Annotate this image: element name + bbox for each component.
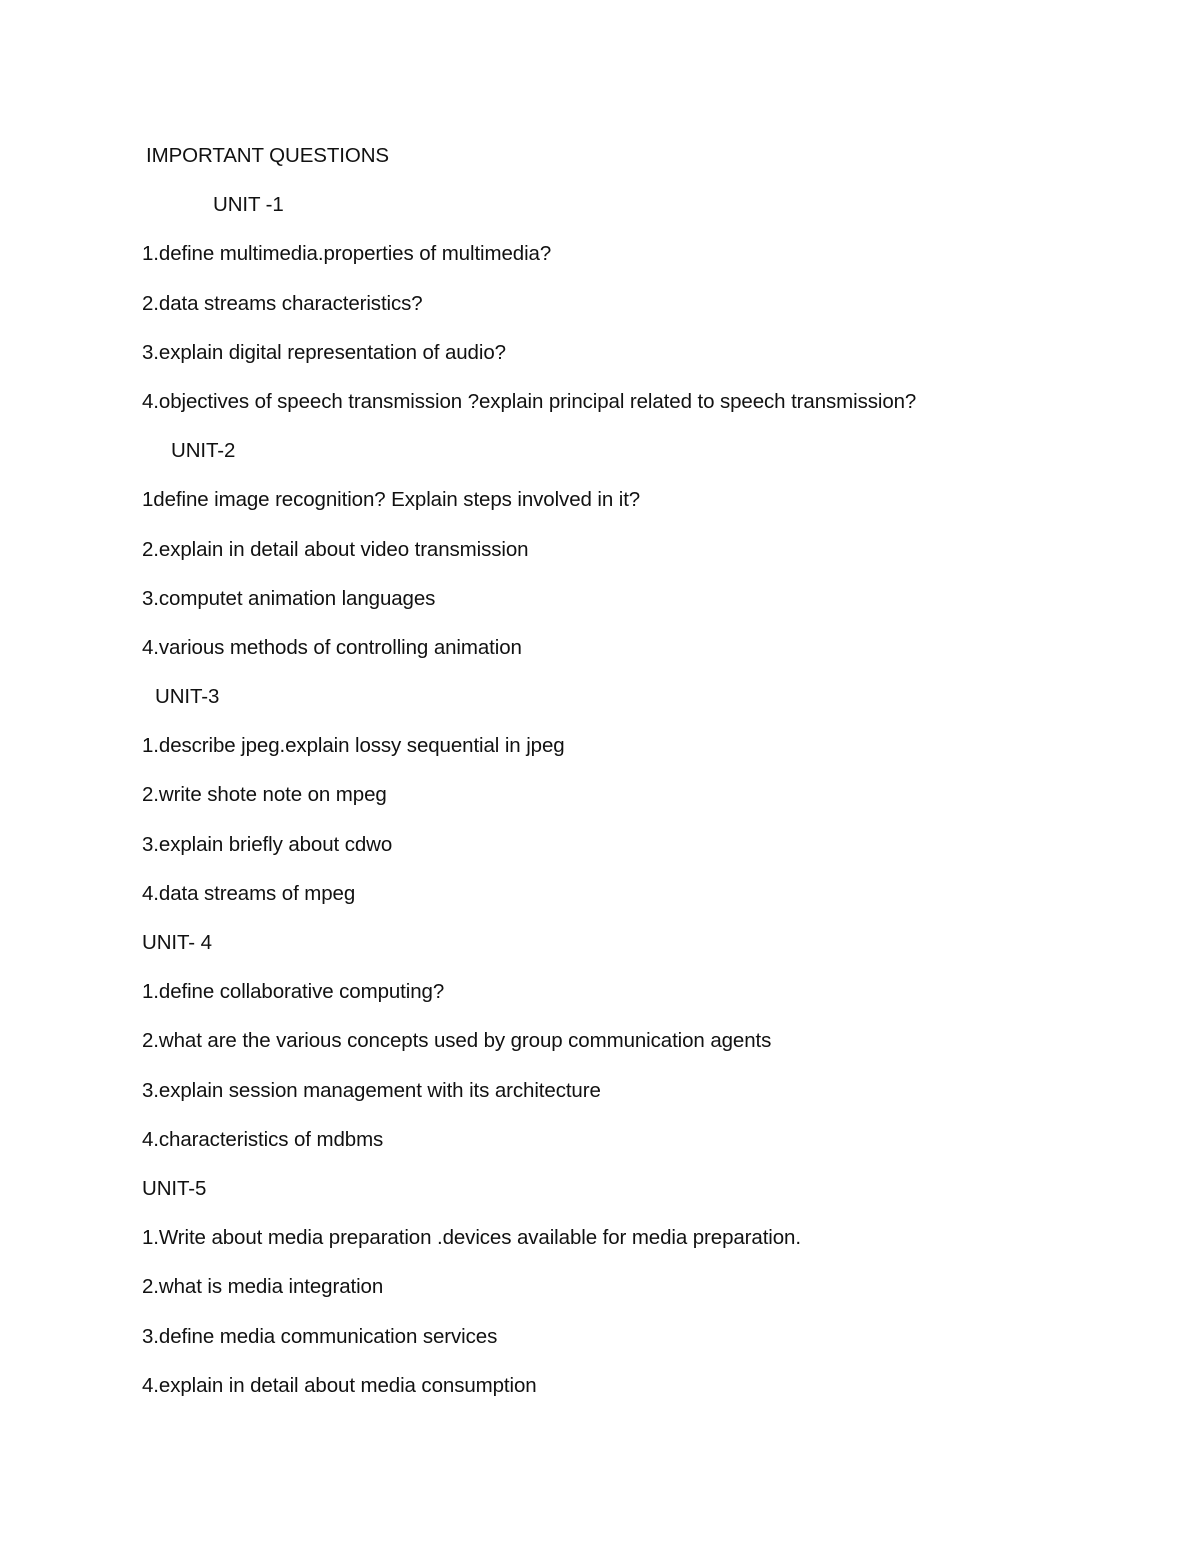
question-item: 4.characteristics of mdbms (142, 1127, 384, 1151)
document-title: IMPORTANT QUESTIONS (146, 144, 389, 167)
question-item: 3.explain digital representation of audio? (142, 340, 506, 364)
unit-heading: UNIT -1 (213, 193, 284, 217)
question-item: 1.describe jpeg.explain lossy sequential in jpeg (142, 734, 565, 758)
unit-heading: UNIT-3 (155, 685, 220, 709)
question-item: 1define image recognition? Explain steps involved in it? (142, 488, 641, 512)
question-item: 4.objectives of speech transmission ?explain principal related to speech transmission? (142, 389, 917, 413)
question-item: 3.computet animation languages (142, 586, 436, 610)
question-item: 1.define multimedia.properties of multimedia? (142, 242, 552, 266)
question-item: 3.define media communication services (142, 1324, 498, 1348)
question-item: 1.Write about media preparation .devices available for media preparation. (142, 1226, 801, 1250)
question-item: 2.what are the various concepts used by group communication agents (142, 1029, 772, 1053)
question-item: 2.what is media integration (142, 1275, 384, 1299)
question-item: 4.various methods of controlling animation (142, 635, 522, 659)
unit-heading: UNIT- 4 (142, 931, 212, 954)
document-body (142, 141, 1142, 1420)
question-item: 2.data streams characteristics? (142, 291, 423, 315)
question-item: 3.explain briefly about cdwo (142, 832, 393, 856)
question-item: 2.write shote note on mpeg (142, 783, 387, 807)
question-item: 4.data streams of mpeg (142, 881, 356, 905)
question-item: 4.explain in detail about media consumption (142, 1373, 537, 1397)
question-item: 1.define collaborative computing? (142, 980, 445, 1004)
unit-heading: UNIT-5 (142, 1176, 207, 1200)
question-item: 2.explain in detail about video transmission (142, 537, 529, 561)
unit-heading: UNIT-2 (171, 439, 236, 463)
question-item: 3.explain session management with its architecture (142, 1078, 601, 1102)
